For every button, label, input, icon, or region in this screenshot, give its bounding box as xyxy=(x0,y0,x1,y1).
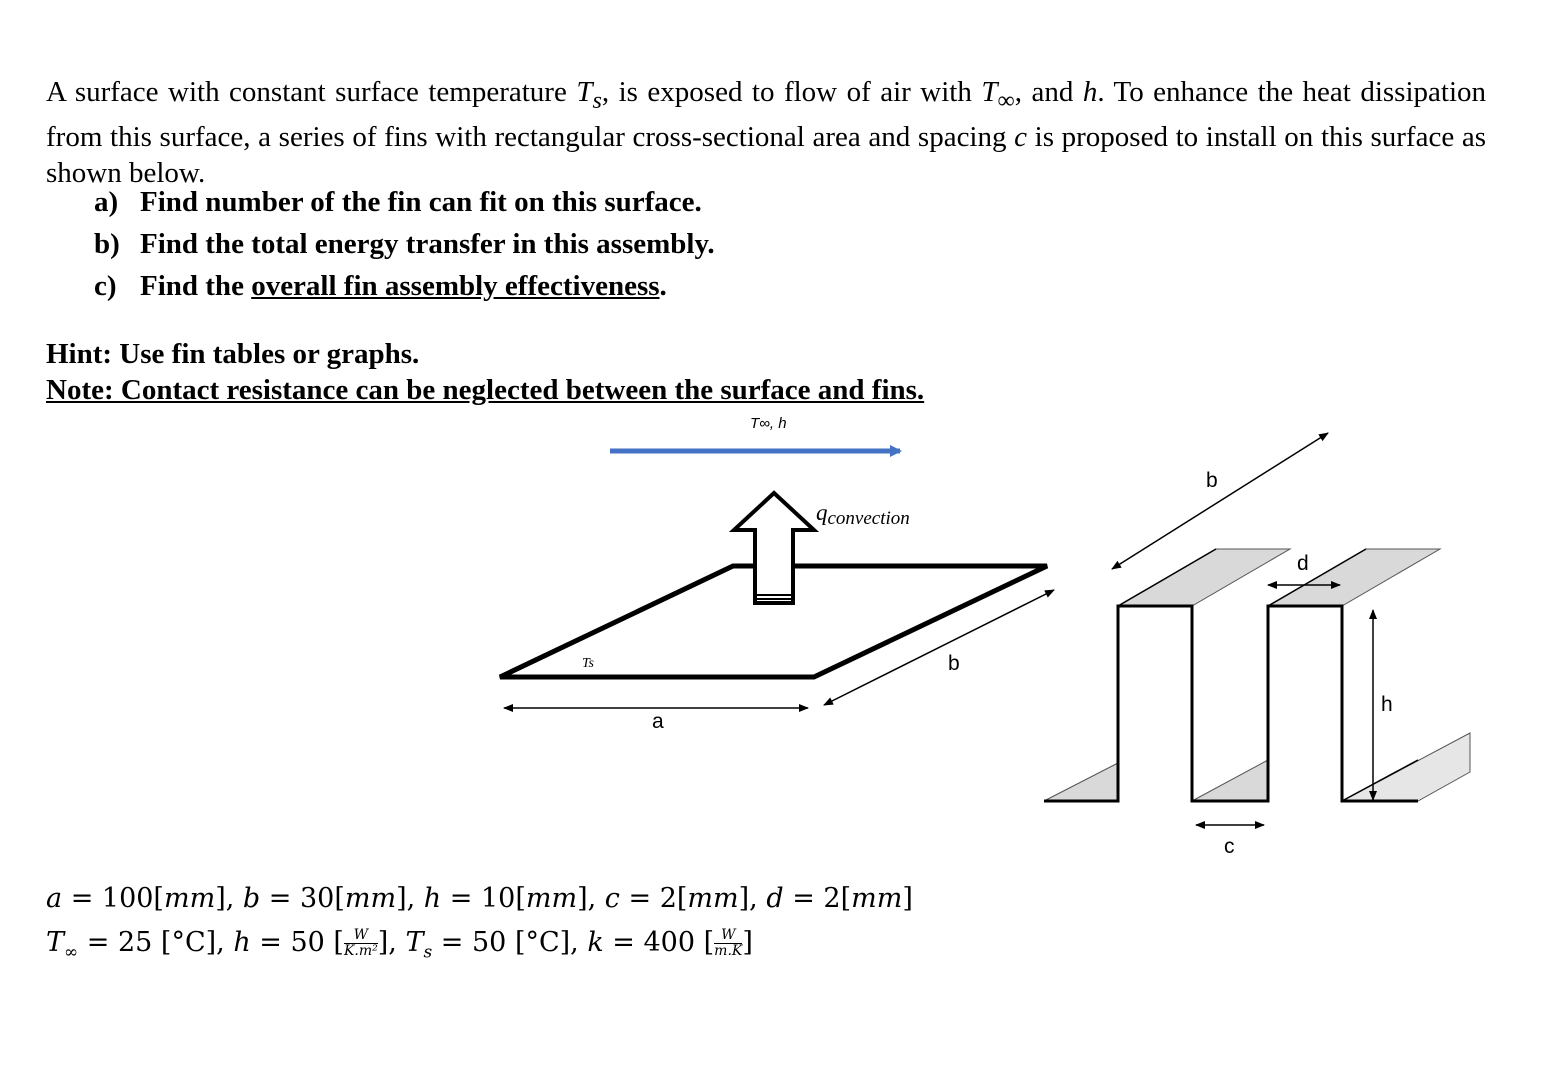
dim-b-fin-label: b xyxy=(1206,469,1218,492)
base-gap-2 xyxy=(1192,760,1268,801)
fin-assembly xyxy=(1044,433,1470,858)
dim-d-label: d xyxy=(1297,552,1309,575)
task-a: a) Find number of the fin can fit on this surface. xyxy=(94,186,702,218)
dim-b-plate-label: b xyxy=(948,652,960,675)
h-unit-fraction: $\frac{W}{\text{K.m²}}$ xyxy=(343,927,378,959)
convection-label: qconvection xyxy=(816,500,910,529)
surface-temp-label: Ts xyxy=(582,656,594,671)
task-c: c) Find the overall fin assembly effectiveness. xyxy=(94,270,667,302)
flow-label: T∞, h xyxy=(750,415,787,432)
base-gap-1 xyxy=(1044,763,1118,801)
fin-2-top xyxy=(1268,549,1440,606)
dim-c-label: c xyxy=(1224,835,1235,858)
dim-a-label: a xyxy=(652,710,664,733)
hint-text: Hint: Use fin tables or graphs. xyxy=(46,338,420,370)
task-b: b) Find the total energy transfer in this assembly. xyxy=(94,228,715,260)
k-unit-fraction: $\frac{W}{m.K}$ xyxy=(714,927,743,959)
given-properties: $T_\infty = 25$ [°C], h = 50 [ $\frac{W}{\text{K.m²}}$ ], $T_s = 50$ [°C], k = 400 [ $\frac{W}{m.K}$ ] xyxy=(46,927,753,963)
given-dimensions: a = 100[mm], b = 30[mm], h = 10[mm], c = 2[mm], d = 2[mm] xyxy=(46,883,913,914)
fin-1-top xyxy=(1118,549,1290,606)
note-text: Note: Contact resistance can be neglected between the surface and fins. xyxy=(46,374,925,406)
dim-h-label: h xyxy=(1381,693,1393,716)
problem-statement: A surface with constant surface temperature $T_s$, is exposed to flow of air with $T_\infty$, and h. To enhance the heat dissipation from this surface, a series of fins with rectangular cross-sectional area and spacing c is proposed to install on this surface as shown below. xyxy=(46,76,1487,189)
